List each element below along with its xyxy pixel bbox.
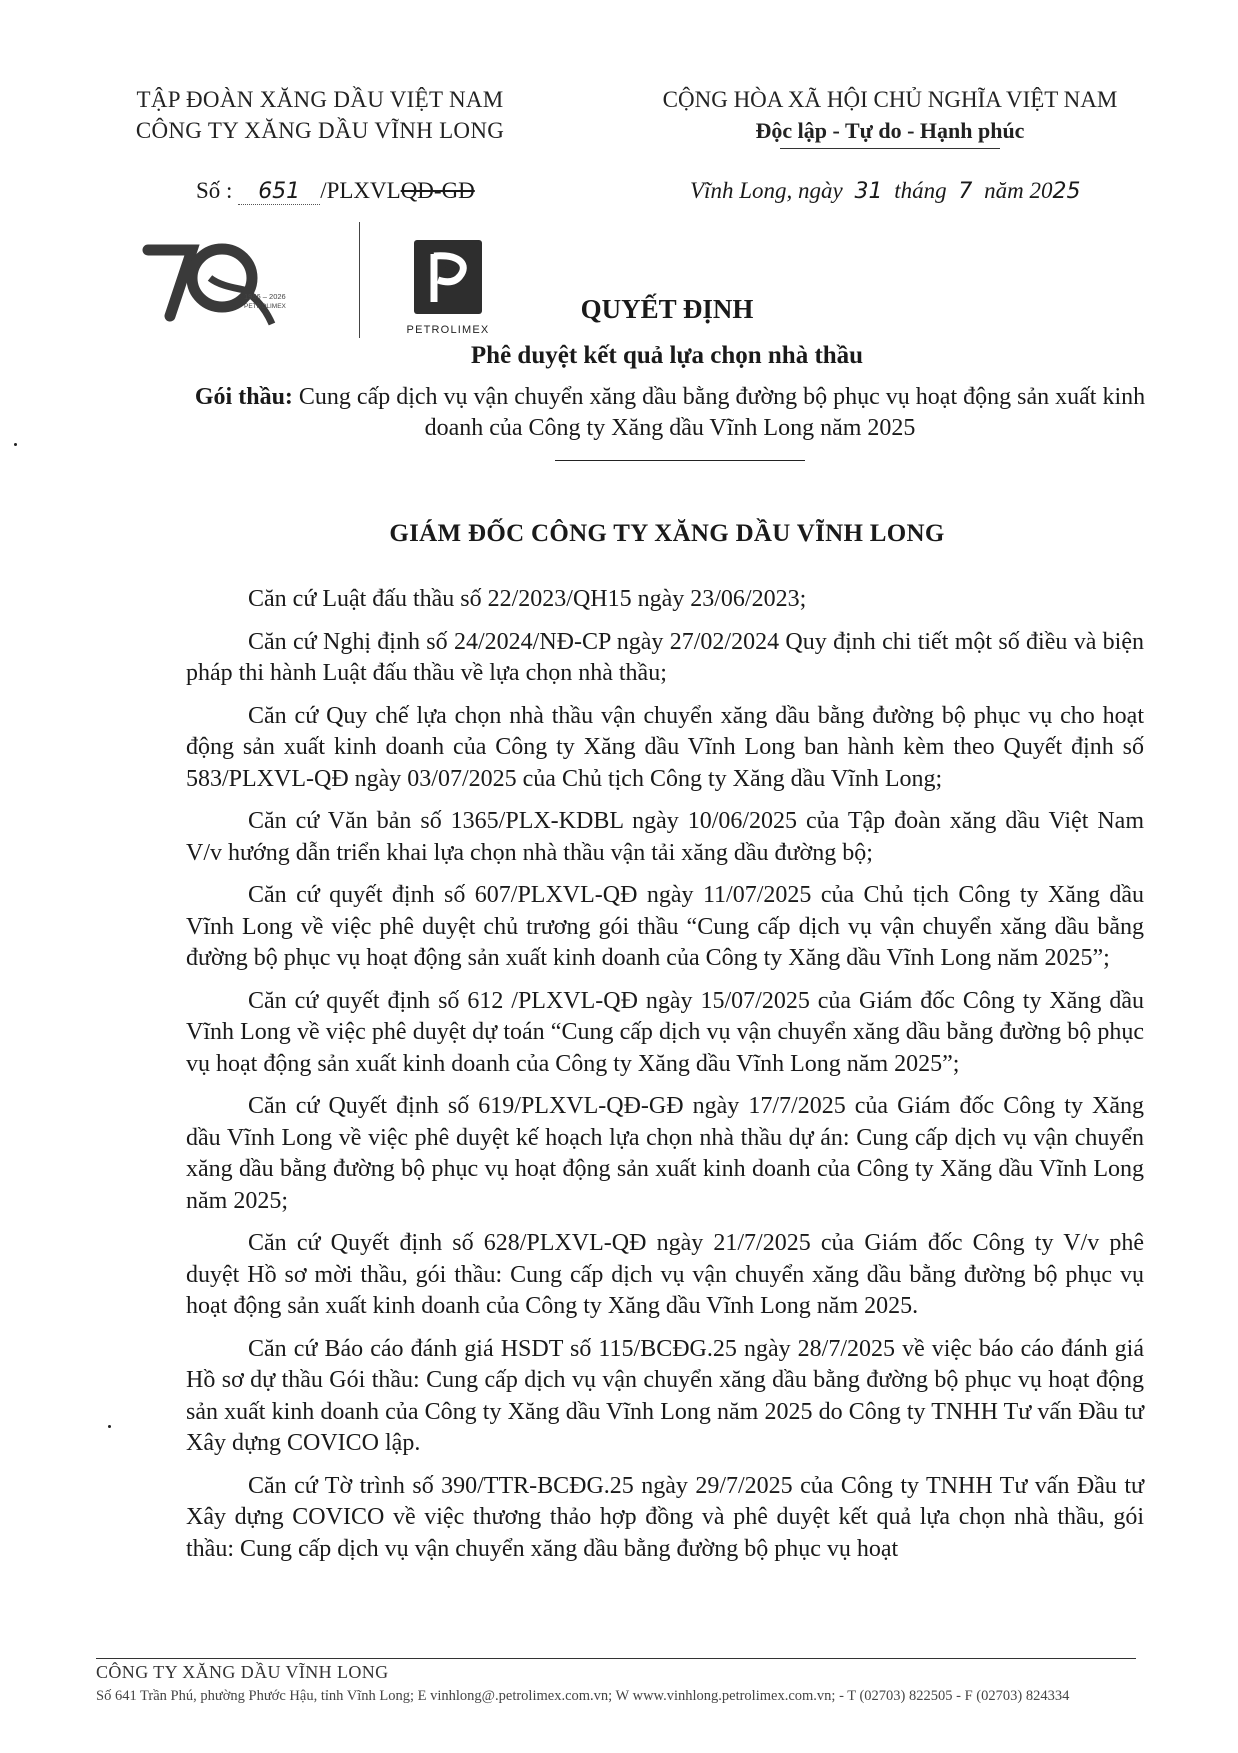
legal-basis-paragraph: Căn cứ Tờ trình số 390/TTR-BCĐG.25 ngày 29/7/2025 của Công ty TNHH Tư vấn Đầu tư Xây dựng COVICO về việc thương thảo hợp đồng và phê duyệt kết quả lựa chọn nhà thầu, gói thầu: Cung cấp dịch vụ vận chuyển xăng dầu bằng đường bộ phục vụ hoạt [186, 1472, 1144, 1562]
motto-underline [780, 148, 1000, 149]
legal-basis-paragraph: Căn cứ Nghị định số 24/2024/NĐ-CP ngày 27/02/2024 Quy định chi tiết một số điều và biện pháp thi hành Luật đấu thầu về lựa chọn nhà thầu; [186, 628, 1144, 686]
date-day: 31 [854, 179, 883, 204]
scan-speck [108, 1425, 111, 1428]
group-name: TẬP ĐOÀN XĂNG DẦU VIỆT NAM [136, 87, 504, 112]
company-name: CÔNG TY XĂNG DẦU VĨNH LONG [135, 118, 505, 143]
document-number [196, 178, 475, 205]
authority-heading: GIÁM ĐỐC CÔNG TY XĂNG DẦU VĨNH LONG [389, 520, 945, 547]
anniversary-years: 1956 – 2026 [244, 292, 286, 301]
number-label: Số : [196, 178, 233, 203]
document-body [186, 584, 1144, 1576]
package-description [190, 382, 1150, 444]
package-text: Cung cấp dịch vụ vận chuyển xăng dầu bằng đường bộ phục vụ hoạt động sản xuất kinh doanh của Công ty Xăng dầu Vĩnh Long năm 2025 [298, 384, 1146, 441]
package-label: Gói thầu: [194, 384, 293, 410]
legal-basis-paragraph: Căn cứ Báo cáo đánh giá HSDT số 115/BCĐG.25 ngày 28/7/2025 về việc báo cáo đánh giá Hồ sơ dự thầu Gói thầu: Cung cấp dịch vụ vận chuyển xăng dầu bằng đường bộ phục vụ hoạt động sản xuất kinh doanh của Công ty Xăng dầu Vĩnh Long năm 2025 do Công ty TNHH Tư vấn Đầu tư Xây dựng COVICO lập. [186, 1335, 1144, 1456]
handwritten-number: 651 [238, 179, 320, 205]
title-divider [555, 460, 805, 461]
date-year-label: năm 20 [984, 178, 1053, 203]
issuer-block [90, 84, 550, 146]
date-month-label: tháng [894, 178, 947, 203]
number-code-struck: QĐ-GĐ [400, 178, 475, 203]
petrolimex-wordmark: PETROLIMEX [406, 324, 490, 336]
decision-title: QUYẾT ĐỊNH [580, 294, 754, 324]
legal-basis-paragraph: Căn cứ Quy chế lựa chọn nhà thầu vận chuyển xăng dầu bằng đường bộ phục vụ cho hoạt động sản xuất kinh doanh của Công ty Xăng dầu Vĩnh Long ban hành kèm theo Quyết định số 583/PLXVL-QĐ ngày 03/07/2025 của Chủ tịch Công ty Xăng dầu Vĩnh Long; [186, 702, 1144, 792]
legal-basis-paragraph: Căn cứ Văn bản số 1365/PLX-KDBL ngày 10/06/2025 của Tập đoàn xăng dầu Việt Nam V/v hướng dẫn triển khai lựa chọn nhà thầu vận tải xăng dầu đường bộ; [186, 808, 1144, 866]
document-date [690, 178, 1080, 204]
footer-company: CÔNG TY XĂNG DẦU VĨNH LONG [96, 1662, 389, 1682]
date-place: Vĩnh Long, ngày [690, 178, 843, 203]
legal-basis-paragraph: Căn cứ Quyết định số 628/PLXVL-QĐ ngày 21/7/2025 của Giám đốc Công ty V/v phê duyệt Hồ sơ mời thầu, gói thầu: Cung cấp dịch vụ vận chuyển xăng dầu bằng đường bộ phục vụ hoạt động sản xuất kinh doanh của Công ty Xăng dầu Vĩnh Long năm 2025. [186, 1230, 1144, 1319]
scan-speck [14, 443, 17, 446]
footer-divider [96, 1658, 1136, 1659]
legal-basis-paragraph: Căn cứ Luật đấu thầu số 22/2023/QH15 ngày 23/06/2023; [248, 586, 807, 612]
legal-basis-paragraph: Căn cứ quyết định số 612 /PLXVL-QĐ ngày 15/07/2025 của Giám đốc Công ty Xăng dầu Vĩnh Long về việc phê duyệt dự toán “Cung cấp dịch vụ vận chuyển xăng dầu bằng đường bộ phục vụ hoạt động sản xuất kinh doanh của Công ty Xăng dầu Vĩnh Long năm 2025”; [186, 987, 1144, 1077]
legal-basis-paragraph: Căn cứ Quyết định số 619/PLXVL-QĐ-GĐ ngày 17/7/2025 của Giám đốc Công ty Xăng dầu Vĩnh Long về việc phê duyệt kế hoạch lựa chọn nhà thầu dự án: Cung cấp dịch vụ vận chuyển xăng dầu bằng đường bộ phục vụ hoạt động sản xuất kinh doanh của Công ty Xăng dầu Vĩnh Long năm 2025; [186, 1093, 1144, 1214]
national-header [600, 84, 1180, 149]
date-year-suffix: 25 [1052, 179, 1081, 204]
legal-basis-paragraph: Căn cứ quyết định số 607/PLXVL-QĐ ngày 11/07/2025 của Chủ tịch Công ty Xăng dầu Vĩnh Long về việc phê duyệt chủ trương gói thầu “Cung cấp dịch vụ vận chuyển xăng dầu bằng đường bộ phục vụ hoạt động sản xuất kinh doanh của Công ty Xăng dầu Vĩnh Long năm 2025”; [186, 882, 1144, 971]
anniversary-brand: PETROLIMEX [244, 303, 286, 310]
national-motto: Độc lập - Tự do - Hạnh phúc [755, 118, 1025, 143]
number-code: /PLXVL [320, 178, 401, 203]
date-month: 7 [958, 179, 973, 204]
footer-address: Số 641 Trần Phú, phường Phước Hậu, tỉnh Vĩnh Long; E vinhlong@.petrolimex.com.vn; W www.vinhlong.petrolimex.com.vn; - T (02703) 822505 - F (02703) 824334 [96, 1688, 1070, 1704]
country-name: CỘNG HÒA XÃ HỘI CHỦ NGHĨA VIỆT NAM [662, 87, 1118, 112]
decision-subtitle: Phê duyệt kết quả lựa chọn nhà thầu [470, 342, 864, 369]
